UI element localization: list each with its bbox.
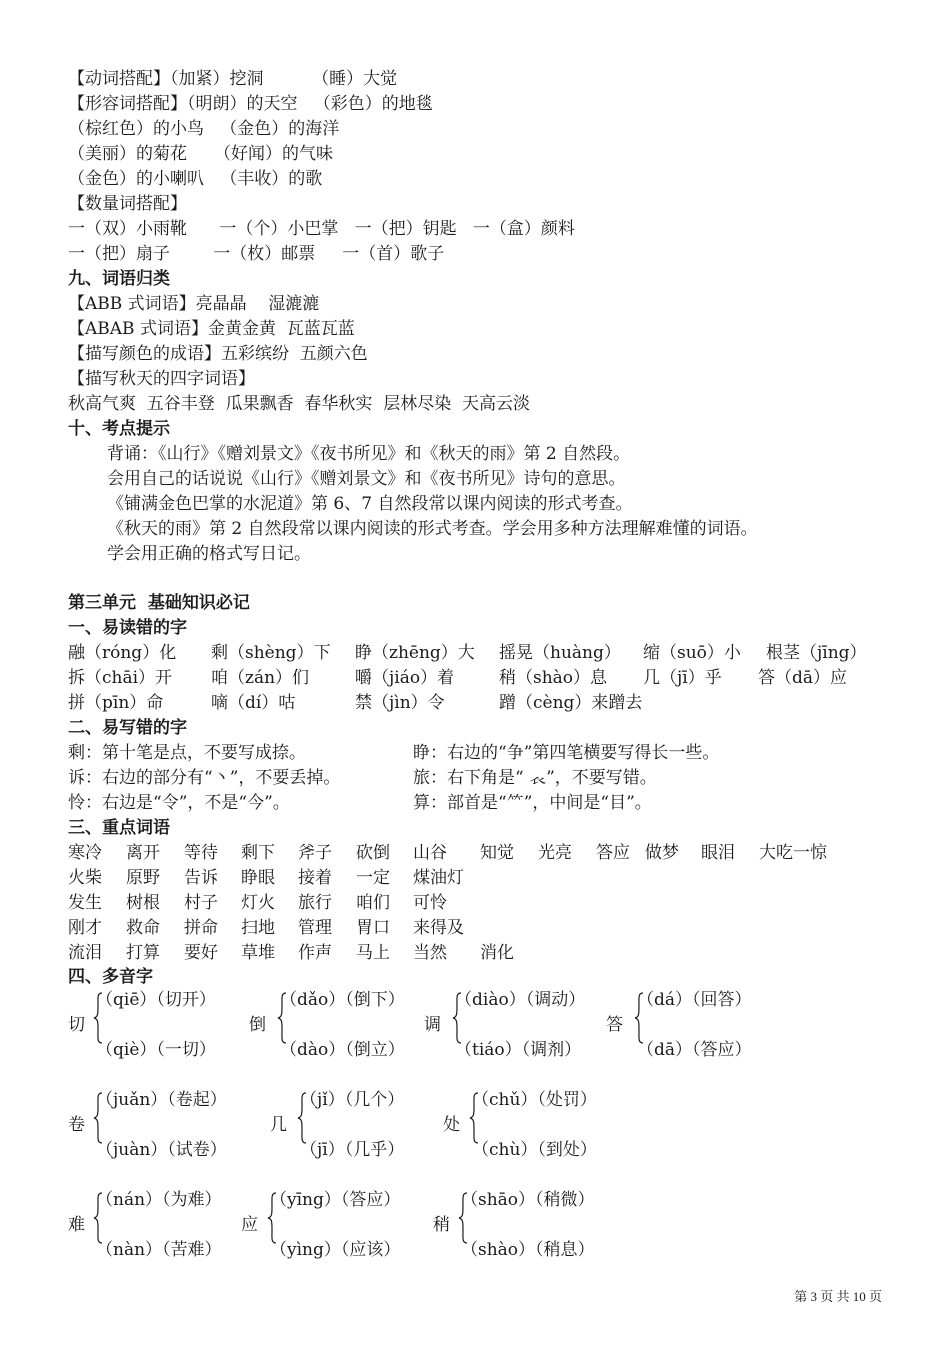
vocab-word: 煤油灯 bbox=[413, 868, 464, 888]
section-heading: 二、易写错的字 bbox=[68, 718, 187, 738]
pronunciation-item: 根茎（jīng） bbox=[766, 643, 867, 663]
pronunciation-item: 咱（zán）们 bbox=[211, 668, 310, 688]
vocab-word: 光亮 bbox=[538, 843, 572, 863]
adj-collocation-line: （美丽）的菊花 （好闻）的气味 bbox=[68, 144, 334, 164]
vocab-word: 可怜 bbox=[413, 893, 447, 913]
writing-tip: 诉：右边的部分有“丶”，不要丢掉。 bbox=[68, 768, 341, 788]
polyphonic-reading: （jǐ）（几个） bbox=[300, 1090, 405, 1110]
vocab-word: 当然 bbox=[413, 943, 447, 963]
polyphonic-char: 几 bbox=[270, 1115, 287, 1135]
pronunciation-item: 嚼（jiáo）着 bbox=[355, 668, 455, 688]
vocab-word: 胃口 bbox=[356, 918, 390, 938]
polyphonic-reading: （nán）（为难） bbox=[96, 1190, 222, 1210]
vocab-word: 火柴 bbox=[68, 868, 102, 888]
vocab-word: 咱们 bbox=[356, 893, 390, 913]
exam-tip-line: 《铺满金色巴掌的水泥道》第 6、7 自然段常以课内阅读的形式考查。 bbox=[107, 494, 633, 514]
polyphonic-reading: （juàn）（试卷） bbox=[96, 1140, 227, 1160]
vocab-word: 管理 bbox=[298, 918, 332, 938]
polyphonic-char: 稍 bbox=[433, 1215, 450, 1235]
word-category-line: 【描写秋天的四字词语】 bbox=[68, 369, 255, 389]
polyphonic-reading: （diào）（调动） bbox=[455, 990, 586, 1010]
polyphonic-reading: （dào）（倒立） bbox=[280, 1040, 405, 1060]
vocab-word: 斧子 bbox=[298, 843, 332, 863]
pronunciation-item: 蹭（cèng）来蹭去 bbox=[499, 693, 643, 713]
vocab-word: 树根 bbox=[126, 893, 160, 913]
word-category-line: 【ABAB 式词语】金黄金黄 瓦蓝瓦蓝 bbox=[68, 319, 355, 339]
polyphonic-reading: （chǔ）（处罚） bbox=[472, 1090, 597, 1110]
polyphonic-reading: （chù）（到处） bbox=[472, 1140, 597, 1160]
section-heading: 三、重点词语 bbox=[68, 818, 170, 838]
vocab-word: 做梦 bbox=[645, 843, 679, 863]
vocab-word: 要好 bbox=[184, 943, 218, 963]
pronunciation-item: 嘀（dí）咕 bbox=[211, 693, 296, 713]
vocab-word: 离开 bbox=[126, 843, 160, 863]
pronunciation-item: 摇晃（huàng） bbox=[499, 643, 621, 663]
word-category-line: 【描写颜色的成语】五彩缤纷 五颜六色 bbox=[68, 344, 368, 364]
vocab-word: 知觉 bbox=[480, 843, 514, 863]
pronunciation-item: 稍（shào）息 bbox=[499, 668, 608, 688]
polyphonic-reading: （shào）（稍息） bbox=[461, 1240, 595, 1260]
page-number: 第 3 页 共 10 页 bbox=[794, 1289, 882, 1304]
vocab-word: 发生 bbox=[68, 893, 102, 913]
writing-tip: 怜：右边是“令”，不是“今”。 bbox=[68, 793, 290, 813]
exam-tip-line: 背诵：《山行》《赠刘景文》《夜书所见》和《秋天的雨》第 2 自然段。 bbox=[107, 444, 631, 464]
quantity-collocation-heading: 【数量词搭配】 bbox=[68, 194, 187, 214]
vocab-word: 山谷 bbox=[413, 843, 447, 863]
polyphonic-char: 应 bbox=[241, 1215, 258, 1235]
polyphonic-reading: （tiáo）（调剂） bbox=[455, 1040, 582, 1060]
pronunciation-item: 拼（pīn）命 bbox=[68, 693, 164, 713]
vocab-word: 等待 bbox=[184, 843, 218, 863]
adj-collocation-line: 【形容词搭配】（明朗）的天空 （彩色）的地毯 bbox=[68, 94, 433, 114]
pronunciation-item: 融（róng）化 bbox=[68, 643, 177, 663]
polyphonic-char: 倒 bbox=[249, 1015, 266, 1035]
vocab-word: 灯火 bbox=[241, 893, 275, 913]
unit-title: 第三单元 基础知识必记 bbox=[68, 593, 250, 613]
polyphonic-reading: （qiē）（切开） bbox=[96, 990, 216, 1010]
polyphonic-reading: （qiè）（一切） bbox=[96, 1040, 216, 1060]
writing-tip: 剩：第十笔是点，不要写成捺。 bbox=[68, 743, 306, 763]
vocab-word: 剩下 bbox=[241, 843, 275, 863]
vocab-word: 原野 bbox=[126, 868, 160, 888]
exam-tip-line: 学会用正确的格式写日记。 bbox=[107, 544, 311, 564]
verb-collocation-line: 【动词搭配】（加紧）挖洞 （睡）大觉 bbox=[68, 69, 398, 89]
vocab-word: 睁眼 bbox=[241, 868, 275, 888]
vocab-word: 一定 bbox=[356, 868, 390, 888]
vocab-word: 寒冷 bbox=[68, 843, 102, 863]
vocab-word: 答应 bbox=[596, 843, 630, 863]
polyphonic-char: 答 bbox=[606, 1015, 623, 1035]
pronunciation-item: 禁（jìn）令 bbox=[355, 693, 445, 713]
exam-tip-line: 《秋天的雨》第 2 自然段常以课内阅读的形式考查。学会用多种方法理解难懂的词语。 bbox=[107, 519, 758, 539]
section-heading: 一、易读错的字 bbox=[68, 618, 187, 638]
polyphonic-char: 调 bbox=[424, 1015, 441, 1035]
pronunciation-item: 答（dā）应 bbox=[758, 668, 848, 688]
polyphonic-reading: （jī）（几乎） bbox=[300, 1140, 405, 1160]
writing-tip: 旅：右下角是“ 𧘇”，不要写错。 bbox=[413, 768, 657, 788]
vocab-word: 救命 bbox=[126, 918, 160, 938]
pronunciation-item: 拆（chāi）开 bbox=[68, 668, 173, 688]
polyphonic-char: 难 bbox=[68, 1215, 85, 1235]
vocab-word: 砍倒 bbox=[356, 843, 390, 863]
vocab-word: 作声 bbox=[298, 943, 332, 963]
section-heading: 四、多音字 bbox=[68, 967, 153, 987]
vocab-word: 草堆 bbox=[241, 943, 275, 963]
polyphonic-reading: （shāo）（稍微） bbox=[461, 1190, 595, 1210]
pronunciation-item: 缩（suō）小 bbox=[643, 643, 741, 663]
vocab-word: 旅行 bbox=[298, 893, 332, 913]
vocab-word: 消化 bbox=[480, 943, 514, 963]
quantity-collocation-line: 一（双）小雨靴 一（个）小巴掌 一（把）钥匙 一（盒）颜料 bbox=[68, 219, 575, 239]
exam-tip-line: 会用自己的话说说《山行》《赠刘景文》和《夜书所见》诗句的意思。 bbox=[107, 469, 626, 489]
section-heading: 九、词语归类 bbox=[68, 269, 170, 289]
pronunciation-item: 剩（shèng）下 bbox=[211, 643, 331, 663]
writing-tip: 睁：右边的“争”第四笔横要写得长一些。 bbox=[413, 743, 720, 763]
writing-tip: 算：部首是“⺮”，中间是“目”。 bbox=[413, 793, 652, 813]
pronunciation-item: 几（jī）乎 bbox=[643, 668, 722, 688]
vocab-word: 打算 bbox=[126, 943, 160, 963]
polyphonic-char: 卷 bbox=[68, 1115, 85, 1135]
section-heading: 十、考点提示 bbox=[68, 419, 170, 439]
vocab-word: 接着 bbox=[298, 868, 332, 888]
polyphonic-reading: （nàn）（苦难） bbox=[96, 1240, 222, 1260]
pronunciation-item: 睁（zhēng）大 bbox=[355, 643, 475, 663]
polyphonic-reading: （dǎo）（倒下） bbox=[280, 990, 405, 1010]
polyphonic-reading: （yìng）（应该） bbox=[270, 1240, 401, 1260]
vocab-word: 刚才 bbox=[68, 918, 102, 938]
adj-collocation-line: （棕红色）的小鸟 （金色）的海洋 bbox=[68, 119, 340, 139]
polyphonic-reading: （juǎn）（卷起） bbox=[96, 1090, 227, 1110]
vocab-word: 流泪 bbox=[68, 943, 102, 963]
vocab-word: 来得及 bbox=[413, 918, 464, 938]
word-category-line: 秋高气爽 五谷丰登 瓜果飘香 春华秋实 层林尽染 天高云淡 bbox=[68, 394, 531, 414]
quantity-collocation-line: 一（把）扇子 一（枚）邮票 一（首）歌子 bbox=[68, 244, 445, 264]
vocab-word: 大吃一惊 bbox=[759, 843, 827, 863]
vocab-word: 村子 bbox=[184, 893, 218, 913]
vocab-word: 扫地 bbox=[241, 918, 275, 938]
polyphonic-reading: （dá）（回答） bbox=[637, 990, 752, 1010]
polyphonic-char: 切 bbox=[68, 1015, 85, 1035]
polyphonic-reading: （dā）（答应） bbox=[637, 1040, 752, 1060]
vocab-word: 眼泪 bbox=[701, 843, 735, 863]
polyphonic-char: 处 bbox=[443, 1115, 460, 1135]
vocab-word: 拼命 bbox=[184, 918, 218, 938]
vocab-word: 告诉 bbox=[184, 868, 218, 888]
adj-collocation-line: （金色）的小喇叭 （丰收）的歌 bbox=[68, 169, 323, 189]
word-category-line: 【ABB 式词语】亮晶晶 湿漉漉 bbox=[68, 294, 320, 314]
polyphonic-reading: （yīng）（答应） bbox=[270, 1190, 401, 1210]
vocab-word: 马上 bbox=[356, 943, 390, 963]
